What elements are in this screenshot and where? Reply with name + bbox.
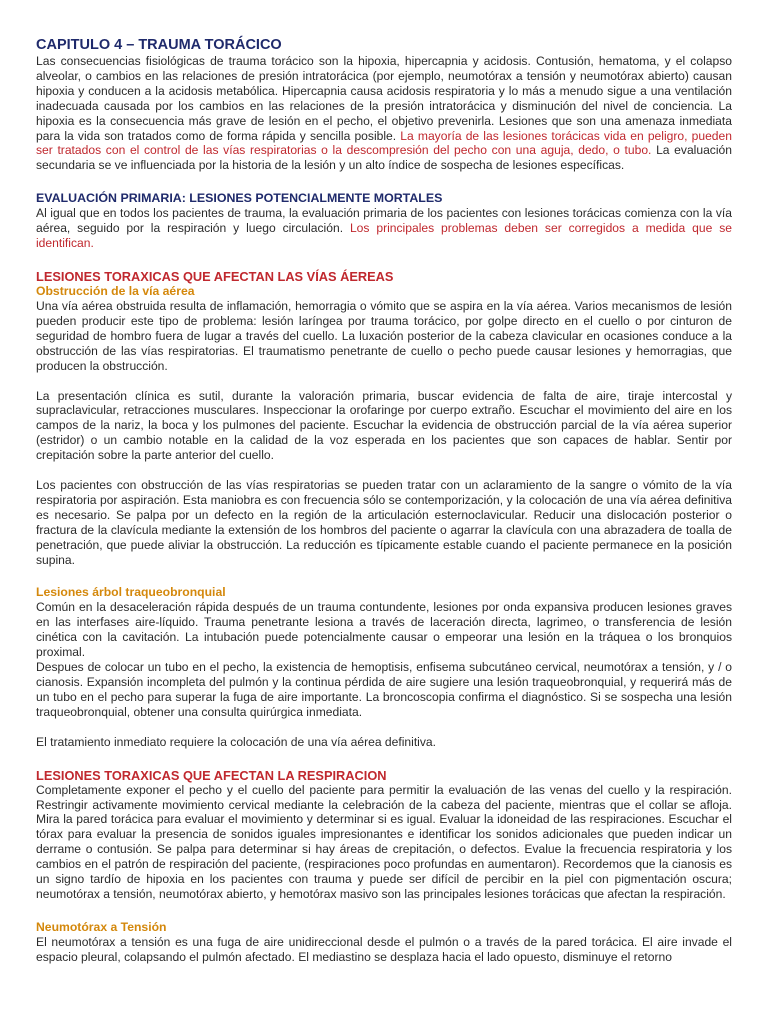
tension-pneumothorax-subheading: Neumotórax a Tensión <box>36 919 167 934</box>
primary-heading: EVALUACIÓN PRIMARIA: LESIONES POTENCIALMENTE MORTALES <box>36 191 443 206</box>
primary-paragraph <box>36 206 732 251</box>
airway-paragraph-2: La presentación clínica es sutil, durante la valoración primaria, buscar evidencia de falta de aire, tiraje intercostal y supraclavicular, retracciones musculares. Inspeccionar la orofaringe por cuerpo extraño. Escuchar el movimiento del aire en los campos de la nariz, la boca y los pulmones del paciente. Escuchar la evidencia de obstrucción parcial de la vía aérea superior (estridor) o un cambio notable en la calidad de la voz esperada en los pacientes que son capaces de hablar. Sentir por crepitación sobre la parte anterior del cuello. <box>36 388 732 463</box>
breathing-paragraph-1: Completamente exponer el pecho y el cuello del paciente para permitir la evaluación de las venas del cuello y la respiración. Restringir activamente movimiento cervical mediante la celebración de la cabeza del paciente, mientras que el collar se afloja. Mira la pared torácica para evaluar el movimiento y determinar si es igual. Evaluar la idoneidad de las respiraciones. Escuchar el tórax para evaluar la presencia de sonidos iguales impresionantes e identificar los sonidos adicionales que pueden indicar un derrame o contusión. Se palpa para determinar si hay áreas de crepitación, o defectos. Evalue la frecuencia respiratoria y los cambios en el patrón de respiración del paciente, (respiraciones poco profundas en aumentaron). Recordemos que la cianosis es un signo tardío de hipoxia en los pacientes con trauma y puede ser difícil de percibir en la piel con pigmentación oscura; neumotórax a tensión, neumotórax abierto, y hemotórax masivo son las principales lesiones torácicas que afectan la respiración. <box>36 782 732 901</box>
tracheobronchial-paragraph-1: Común en la desaceleración rápida después de un trauma contundente, lesiones por onda expansiva producen lesiones graves en las interfases aire-líquido. Trauma penetrante lesiona a través de laceración directa, lagrimeo, o transferencia de lesión cinética con la cavitación. La intubación puede potencialmente causar o empeorar una lesión en la tráquea o los bronquios proximal. <box>36 600 732 660</box>
airway-paragraph-1: Una vía aérea obstruida resulta de inflamación, hemorragia o vómito que se aspira en la vía aérea. Varios mecanismos de lesión pueden producir este tipo de problema: lesión laríngea por trauma torácico, por golpe directo en el cuello o por cinturon de seguridad de hombro fuera de lugar a través del cuello. La luxación posterior de la cabeza clavicular en ocasiones conduce a la obstrucción de las vías respiratorias. El traumatismo penetrante de cuello o pecho puede causar lesiones y hemorragias, que producen la obstrucción. <box>36 298 732 373</box>
intro-tail: La evaluación secundaria se ve influenciada por la historia de la lesión y un alto índice de sospecha de lesiones específicas. <box>36 143 732 173</box>
airway-paragraph-3: Los pacientes con obstrucción de las vías respiratorias se pueden tratar con un aclaramiento de la sangre o vómito de la vía respiratoria por aspiración. Esta maniobra es con frecuencia sólo se contemporización, y la colocación de una vía aérea definitiva es necesario. Se palpa por un defecto en la región de la articulación esternoclavicular. Reducir una dislocación posterior o fractura de la clavícula mediante la extensión de los hombros del paciente o agarrar la clavícula con una abrazadera de toalla de penetración, que puede aliviar la obstrucción. La reducción es típicamente estable cuando el paciente permanece en la posición supina. <box>36 478 732 567</box>
tracheobronchial-paragraph-2: Despues de colocar un tubo en el pecho, la existencia de hemoptisis, enfisema subcutáneo cervical, neumotórax a tensión, y / o cianosis. Expansión incompleta del pulmón y la continua pérdida de aire sugiere una lesión traqueobronquial, y requerirá más de un tubo en el pecho para superar la fuga de aire importante. La broncoscopia confirma el diagnóstico. Si se sospecha una lesión traqueobronquial, obtener una consulta quirúrgica inmediata. <box>36 660 732 719</box>
intro-text: Las consecuencias fisiológicas de trauma torácico son la hipoxia, hipercapnia y acidosis. Contusión, hematoma, y el colapso alveolar, o cambios en las relaciones de presión intratorácica (por ejemplo, neumotórax a tensión y neumotórax abierto) causan hipoxia y conducen a la acidosis metabólica. Hipercapnia causa acidosis respiratoria y lo más a menudo sigue a una ventilación inadecuada causada por los cambios en las relaciones de la presión intratorácica y disminución del nivel de conciencia. La hipoxia es la consecuencia más grave de lesión en el pecho, el objetivo prevenirla. Lesiones que son una amenaza inmediata para la vida son tratados como de forma rápida y sencilla posible. <box>36 54 732 143</box>
chapter-title: CAPITULO 4 – TRAUMA TORÁCICO <box>36 37 282 53</box>
intro-paragraph <box>36 54 732 173</box>
intro-highlight: La mayoría de las lesiones torácicas vida en peligro, pueden ser tratados con el control de las vías respiratorias o la descompresión del pecho con una aguja, dedo, o tubo. <box>36 128 732 158</box>
primary-highlight: Los principales problemas deben ser corregidos a medida que se identifican. <box>36 221 732 251</box>
tension-pneumothorax-paragraph: El neumotórax a tensión es una fuga de aire unidireccional desde el pulmón o a través de la pared torácica. El aire invade el espacio pleural, colapsando el pulmón afectado. El mediastino se desplaza hacia el lado opuesto, disminuye el retorno <box>36 934 732 964</box>
airway-obstruction-subheading: Obstrucción de la vía aérea <box>36 283 195 298</box>
breathing-heading: LESIONES TORAXICAS QUE AFECTAN LA RESPIRACION <box>36 767 387 783</box>
airway-heading: LESIONES TORAXICAS QUE AFECTAN LAS VÍAS ÁEREAS <box>36 268 394 284</box>
tracheobronchial-paragraph-3: El tratamiento inmediato requiere la colocación de una vía aérea definitiva. <box>36 734 437 749</box>
primary-text: Al igual que en todos los pacientes de trauma, la evaluación primaria de los pacientes con lesiones torácicas comienza con la vía aérea, seguido por la respiración y luego circulación. <box>36 206 732 236</box>
tracheobronchial-subheading: Lesiones árbol traqueobronquial <box>36 585 226 600</box>
